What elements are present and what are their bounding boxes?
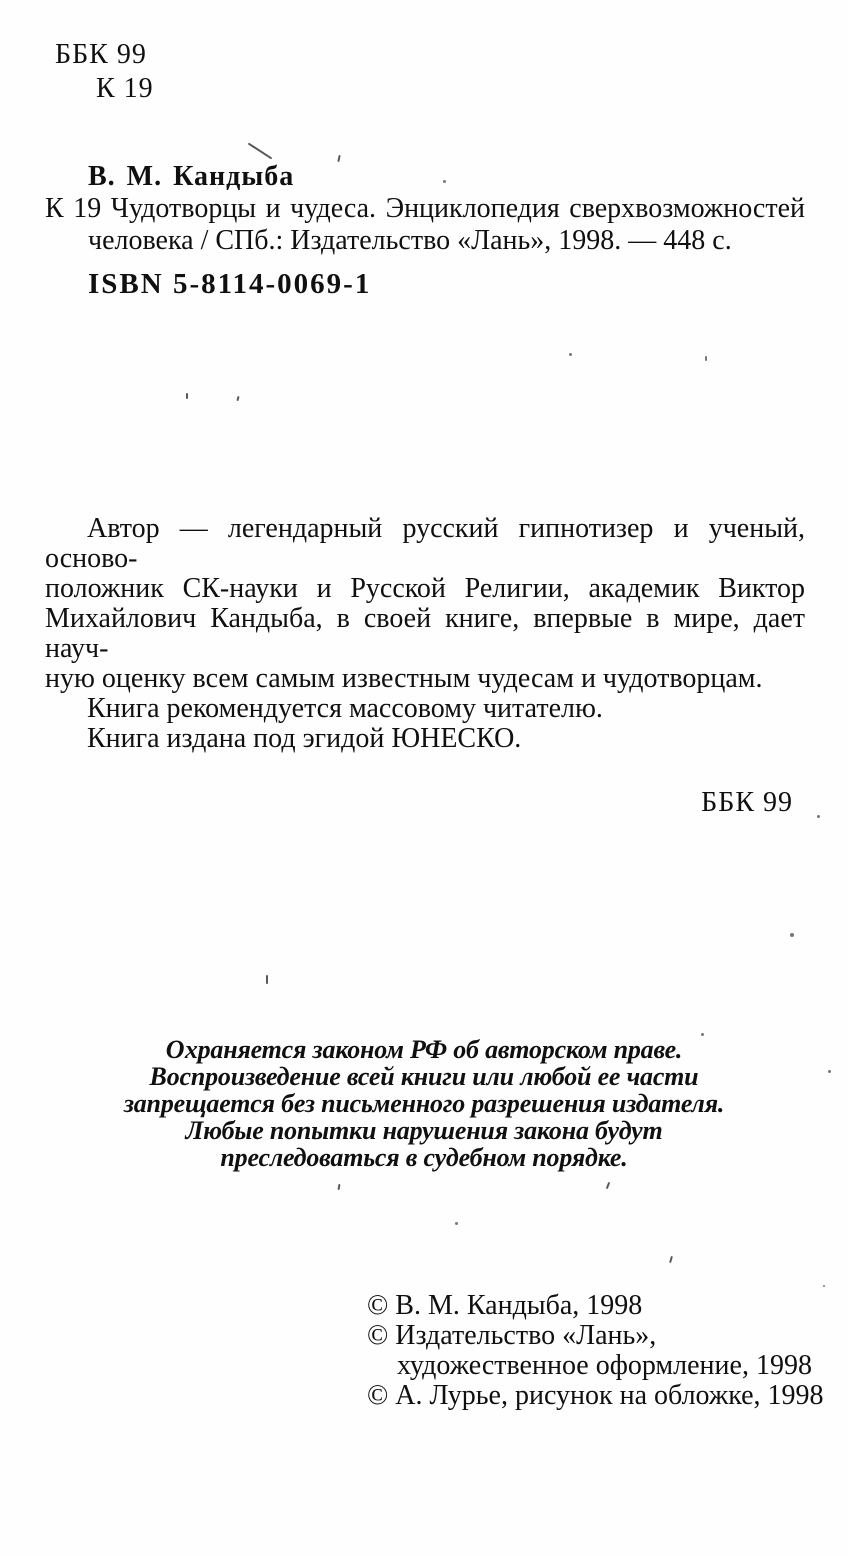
isbn-number: ISBN 5-8114-0069-1	[88, 268, 372, 300]
scan-speck	[790, 933, 794, 937]
legal-notice-line: Любые попытки нарушения закона будут	[185, 1116, 663, 1145]
scan-speck	[817, 815, 820, 818]
copyright-line: © Издательство «Лань»,	[367, 1320, 657, 1351]
classification-block	[55, 38, 154, 106]
author-sign-code: К 19	[96, 73, 154, 104]
legal-notice-line: Воспроизведение всей книги или любой ее части	[149, 1062, 699, 1091]
scan-speck	[705, 356, 707, 361]
catalog-code: К 19	[45, 193, 102, 224]
copyright-line: художественное оформление, 1998	[397, 1350, 812, 1381]
annotation-line: Автор — легендарный русский гипнотизер и ученый, осново-	[45, 513, 805, 574]
annotation-line: Книга рекомендуется массовому читателю.	[87, 693, 603, 724]
legal-notice-line: запрещается без письменного разрешения издателя.	[123, 1089, 725, 1118]
annotation-line: Книга издана под эгидой ЮНЕСКО.	[87, 723, 522, 754]
catalog-title: Чудотворцы и чудеса. Энциклопедия сверхвозможностей	[110, 193, 806, 224]
bbk-code: ББК 99	[55, 39, 147, 70]
legal-notice	[0, 1036, 848, 1171]
scan-speck	[606, 1182, 610, 1189]
scan-speck	[186, 393, 188, 399]
catalog-entry	[45, 161, 805, 257]
annotation-line: положник СК-науки и Русской Религии, академик Виктор	[45, 573, 805, 604]
scan-speck	[266, 975, 268, 984]
copyright-block	[367, 1291, 824, 1411]
scan-speck	[823, 1285, 825, 1287]
legal-notice-line: Охраняется законом РФ об авторском праве.	[165, 1035, 683, 1064]
author-name: В. М. Кандыба	[88, 161, 295, 192]
copyright-line: © А. Лурье, рисунок на обложке, 1998	[367, 1380, 824, 1411]
catalog-title-line	[45, 193, 805, 225]
scan-speck	[337, 1184, 340, 1190]
annotation-line: Михайлович Кандыба, в своей книге, впервые в мире, дает науч-	[45, 603, 805, 664]
scan-speck	[236, 396, 239, 401]
scan-speck	[828, 1070, 831, 1073]
scan-stroke	[248, 143, 273, 160]
legal-notice-line: преследоваться в судебном порядке.	[220, 1143, 628, 1172]
scan-speck	[569, 353, 572, 356]
copyright-line: © В. М. Кандыба, 1998	[367, 1290, 643, 1321]
scan-speck	[701, 1033, 704, 1036]
bbk-code-repeat: ББК 99	[701, 787, 793, 818]
scan-speck	[455, 1222, 458, 1225]
scan-speck	[669, 1256, 673, 1263]
annotation-line: ную оценку всем самым известным чудесам и чудотворцам.	[45, 663, 763, 694]
catalog-imprint-line: человека / СПб.: Издательство «Лань», 1998. — 448 с.	[88, 225, 732, 256]
annotation-paragraph	[45, 514, 805, 754]
scan-speck	[443, 180, 446, 183]
